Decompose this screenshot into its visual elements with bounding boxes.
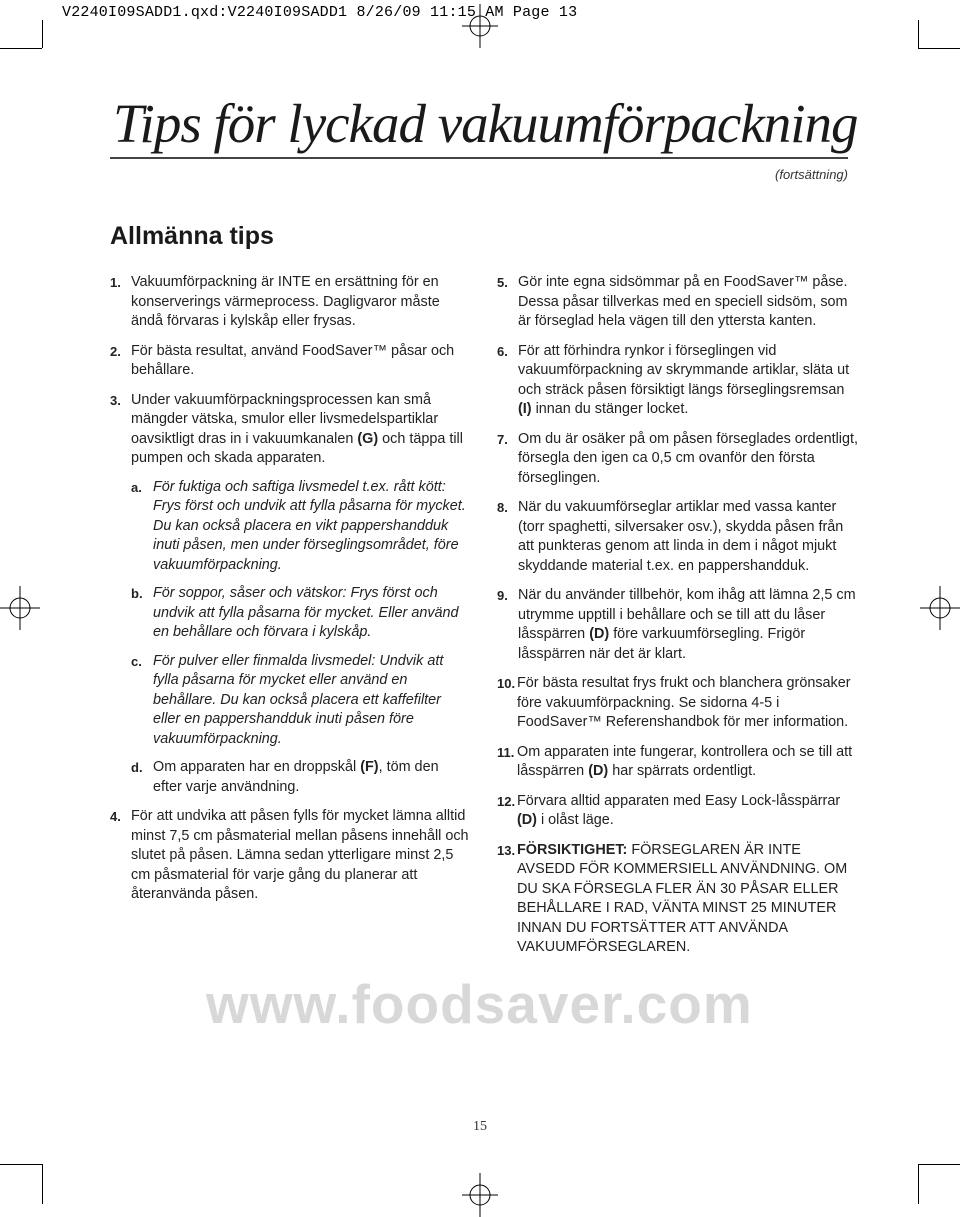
tip-text: Under vakuumförpackningsprocessen kan små mängder vätska, smulor eller livsmedelspartiklar oavsiktligt dras in i vakuumkanalen [131,391,439,447]
tip-text: För att förhindra rynkor i förseglingen vid vakuumförpackning av skrymmande artiklar, släta ut och sträck påsen försiktigt längs förseglingsremsan [518,342,850,398]
crop-mark [42,1164,43,1204]
page-subtitle: (fortsättning) [775,167,848,182]
tip-item [110,391,470,798]
crop-mark [918,1164,960,1165]
tip-number: 8. [497,500,508,515]
tip-item [497,430,859,489]
tip-number: 3. [110,392,121,408]
registration-mark-icon [458,1173,502,1217]
sub-tip-text: , töm den efter varje användning. [153,759,439,795]
tip-text: Gör inte egna sidsömmar på en FoodSaver™ påse. Dessa påsar tillverkas med en speciell sidsöm, som är förseglad hela vägen till den yttersta kanten. [518,274,848,329]
tip-item [497,586,859,664]
tip-number: 4. [110,809,121,824]
sub-tip-letter: c. [131,653,142,669]
tip-text: För att undvika att påsen fylls för mycket lämna alltid minst 7,5 cm påsmaterial mellan påsens innehåll och slutet på påsen. Lämna sedan ytterligare minst 2,5 cm påsmaterial för varje gång du planerar att återanvända påsen. [131,808,469,902]
sub-tip [131,584,470,643]
tip-number: 5. [497,275,508,290]
tip-text: När du vakuumförseglar artiklar med vassa kanter (torr spaghetti, silversaker osv.), skydda påsen från att punkteras genom att linda in dem i något mjukt skyddande material t.ex. en pappershandduk. [518,499,844,574]
tip-number: 10. [497,676,516,691]
crop-mark [918,1164,919,1204]
tip-text: För bästa resultat, använd FoodSaver™ påsar och behållare. [131,342,455,378]
tip-text: Förvara alltid apparaten med Easy Lock-låsspärrar [517,792,841,809]
crop-mark [918,20,919,48]
tip-item [497,342,859,420]
sub-tip-text: För soppor, såser och vätskor: Frys först och undvik att fylla påsarna för mycket. Eller använd en behållare och förvara i kylskåp. [153,585,459,640]
print-slug: V2240I09SADD1.qxd:V2240I09SADD1 8/26/09 11:15 AM Page 13 [62,4,578,21]
sub-tip-letter: d. [131,760,143,775]
tip-number: 11. [497,744,515,760]
sub-tip [131,478,470,576]
part-code: (F) [360,759,379,775]
part-code: (D) [589,626,610,642]
sub-tip-letter: a. [131,479,142,495]
sub-tip-letter: b. [131,586,143,601]
crop-mark [0,48,42,49]
tip-item [497,674,859,733]
tip-number: 6. [497,343,508,359]
tip-text: och täppa till pumpen och skada apparaten. [131,430,463,466]
tip-number: 2. [110,343,121,359]
tip-text: FÖRSEGLAREN ÄR INTE AVSEDD FÖR KOMMERSIELL ANVÄNDNING. OM DU SKA FÖRSEGLA FLER ÄN 30 PÅSAR ELLER BEHÅLLARE I RAD, VÄNTA MINST 25 MINUTER INNAN DU FORTSÄTTER ATT ANVÄNDA VAKUUMFÖRSEGLAREN. [517,841,848,955]
right-column [497,273,859,968]
tip-item [110,273,470,332]
tip-text: När du använder tillbehör, kom ihåg att lämna 2,5 cm utrymme upptill i behållare och se till att du låser låsspärren [518,587,856,642]
tip-number: 1. [110,275,121,290]
part-code: (I) [518,401,532,417]
sub-tip-text: För pulver eller finmalda livsmedel: Undvik att fylla påsarna för mycket eller använd en behållare. Du kan också placera ett kaffefilter eller en pappershandduk inuti påsen före vakuumförpackning. [153,652,444,747]
tip-item [497,743,859,782]
crop-mark [0,1164,42,1165]
tip-item [497,792,859,831]
title-divider [110,157,848,159]
crop-mark [42,20,43,48]
page-number: 15 [473,1119,487,1134]
crop-mark [918,48,960,49]
sub-tip-text: För fuktiga och saftiga livsmedel t.ex. rått kött: Frys först och undvik att fylla påsarna för mycket. Du kan också placera en vikt pappershandduk inuti påsen, men under förseglingsområdet, före vakuumförpackning. [153,478,466,573]
registration-mark-icon [458,4,502,48]
tip-item [110,342,470,381]
sub-tip [131,758,470,797]
page-title: Tips för lyckad vakuumförpackning [113,93,858,154]
tip-item [497,841,859,958]
tip-item [497,273,859,332]
tip-text: Om apparaten inte fungerar, kontrollera och se till att låsspärren [517,743,853,779]
tip-item [110,807,470,905]
tip-number: 9. [497,588,508,603]
sub-tip [131,652,470,750]
registration-mark-icon [0,586,44,630]
part-code: (D) [588,763,609,779]
tip-number: 12. [497,793,516,809]
tip-item [497,498,859,576]
left-column [110,273,470,915]
tip-text: För bästa resultat frys frukt och blanchera grönsaker före vakuumförpackning. Se sidorna 4-5 i FoodSaver™ Referenshandbok för mer information. [517,675,851,730]
part-code: (G) [357,430,379,447]
tip-number: 7. [497,431,508,447]
tip-number: 13. [497,842,516,858]
tip-text: före varkuumförsegling. Frigör låsspärren när det är klart. [518,626,806,662]
tip-text: Vakuumförpackning är INTE en ersättning för en konserverings värmeprocess. Dagligvaror måste ändå förvaras i kylskåp eller frysas. [131,274,440,329]
tip-text: har spärrats ordentligt. [612,763,757,779]
part-code: (D) [517,812,537,828]
tip-text: Om du är osäker på om påsen förseglades ordentligt, försegla den igen ca 0,5 cm ovanför den första förseglingen. [518,430,858,486]
registration-mark-icon [916,586,960,630]
sub-tip-text: Om apparaten har en droppskål [153,759,357,775]
caution-label: FÖRSIKTIGHET: [517,841,628,858]
website-watermark: www.foodsaver.com [206,973,753,1035]
tip-text: i olåst läge. [540,812,614,828]
tip-text: innan du stänger locket. [535,401,689,417]
section-heading: Allmänna tips [110,222,274,250]
